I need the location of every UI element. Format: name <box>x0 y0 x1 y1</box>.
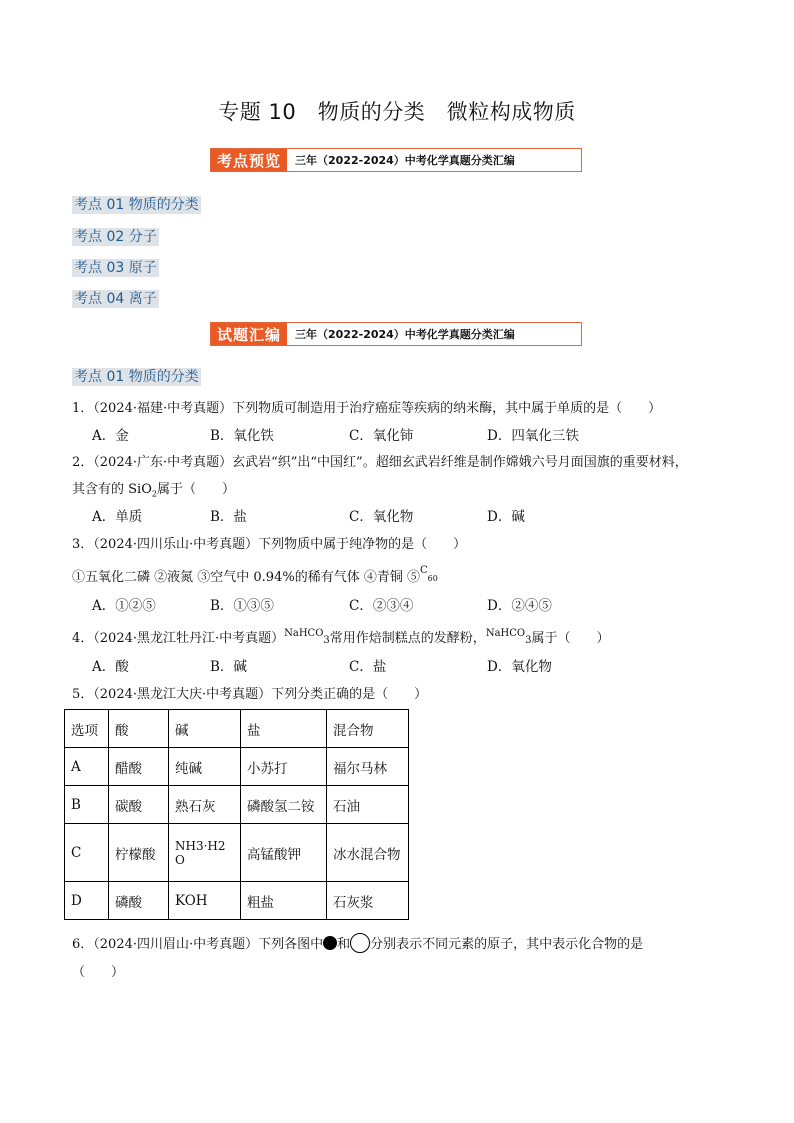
q3-option-c[interactable]: C．②③④ <box>349 598 414 614</box>
table-cell: 石油 <box>327 786 409 824</box>
table-cell: 醋酸 <box>109 748 169 786</box>
question-3-items: ①五氧化二磷 ②液氮 ③空气中 0.94%的稀有气体 ④青铜 ⑤$^C_{60}$ <box>72 565 438 585</box>
table-cell: 纯碱 <box>169 748 241 786</box>
preview-banner <box>210 148 582 172</box>
question-2-stem: 2．（2024·广东·中考真题）玄武岩“织”出“中国红”。超细玄武岩纤维是制作嫦娥六号月面国旗的重要材料， <box>72 455 688 470</box>
classification-table <box>64 709 409 920</box>
q4-option-d[interactable]: D．氧化物 <box>487 659 552 675</box>
black-atom-icon <box>323 936 337 950</box>
question-3-stem: 3．（2024·四川乐山·中考真题）下列物质中属于纯净物的是（ ） <box>72 537 467 552</box>
table-header-row <box>65 710 409 748</box>
table-row <box>65 824 409 882</box>
table-cell: 石灰浆 <box>327 882 409 920</box>
preview-banner-subtitle: 三年（2022-2024）中考化学真题分类汇编 <box>295 154 515 167</box>
table-cell: B <box>65 786 109 824</box>
q3-option-a[interactable]: A．①②⑤ <box>92 598 156 614</box>
table-row <box>65 882 409 920</box>
table-cell: 磷酸氢二铵 <box>241 786 327 824</box>
table-cell: 福尔马林 <box>327 748 409 786</box>
question-1-stem: 1．（2024·福建·中考真题）下列物质可制造用于治疗癌症等疾病的纳米酶，其中属于单质的是（ ） <box>72 401 662 416</box>
white-atom-icon <box>350 933 370 953</box>
table-header-cell: 选项 <box>65 710 109 748</box>
table-cell: D <box>65 882 109 920</box>
table-row <box>65 748 409 786</box>
preview-banner-tag: 考点预览 <box>211 149 287 171</box>
q2-option-b[interactable]: B．盐 <box>210 509 247 525</box>
table-cell: KOH <box>169 882 241 920</box>
table-cell: 冰水混合物 <box>327 824 409 882</box>
page-title: 专题 10 物质的分类 微粒构成物质 <box>218 100 576 124</box>
q4-option-c[interactable]: C．盐 <box>349 659 387 675</box>
collection-banner-tag: 试题汇编 <box>211 323 287 345</box>
section-heading: 考点 01 物质的分类 <box>74 369 199 385</box>
q2-option-a[interactable]: A．单质 <box>92 509 143 525</box>
question-4-stem: 4．（2024·黑龙江牡丹江·中考真题）$^{NaHCO}_3$常用作焙制糕点的发酵粉，$^{NaHCO}_3$属于（ ） <box>72 628 610 646</box>
toc-item[interactable]: 考点 04 离子 <box>74 291 157 307</box>
question-5-stem: 5．（2024·黑龙江大庆·中考真题）下列分类正确的是（ ） <box>72 687 428 702</box>
toc-item[interactable]: 考点 02 分子 <box>74 229 157 245</box>
table-cell: C <box>65 824 109 882</box>
collection-banner-subtitle: 三年（2022-2024）中考化学真题分类汇编 <box>295 328 515 341</box>
collection-banner <box>210 322 582 346</box>
q2-option-d[interactable]: D．碱 <box>487 509 525 525</box>
table-header-cell: 酸 <box>109 710 169 748</box>
table-cell: 高锰酸钾 <box>241 824 327 882</box>
q4-option-b[interactable]: B．碱 <box>210 659 247 675</box>
question-6-stem: 6．（2024·四川眉山·中考真题）下列各图中 和 分别表示不同元素的原子，其中表示化合物的是 <box>72 933 643 953</box>
table-cell: 小苏打 <box>241 748 327 786</box>
table-row <box>65 786 409 824</box>
table-cell: 碳酸 <box>109 786 169 824</box>
toc-item[interactable]: 考点 03 原子 <box>74 260 157 276</box>
q3-option-d[interactable]: D．②④⑤ <box>487 598 552 614</box>
table-cell: NH3·H2O <box>169 824 241 882</box>
question-6-stem-line2: （ ） <box>72 965 125 980</box>
question-2-stem-line2: 其含有的 SiO$_2$属于（ ） <box>72 482 235 499</box>
table-header-cell: 盐 <box>241 710 327 748</box>
q4-option-a[interactable]: A．酸 <box>92 659 129 675</box>
table-cell: 熟石灰 <box>169 786 241 824</box>
toc-item[interactable]: 考点 01 物质的分类 <box>74 197 199 213</box>
q1-option-b[interactable]: B．氧化铁 <box>210 428 274 444</box>
q1-option-d[interactable]: D．四氧化三铁 <box>487 428 579 444</box>
q3-option-b[interactable]: B．①③⑤ <box>210 598 274 614</box>
q1-option-a[interactable]: A．金 <box>92 428 129 444</box>
table-cell: 柠檬酸 <box>109 824 169 882</box>
q2-option-c[interactable]: C．氧化物 <box>349 509 414 525</box>
table-cell: A <box>65 748 109 786</box>
table-cell: 磷酸 <box>109 882 169 920</box>
q1-option-c[interactable]: C．氧化铈 <box>349 428 414 444</box>
table-header-cell: 混合物 <box>327 710 409 748</box>
table-cell: 粗盐 <box>241 882 327 920</box>
table-header-cell: 碱 <box>169 710 241 748</box>
